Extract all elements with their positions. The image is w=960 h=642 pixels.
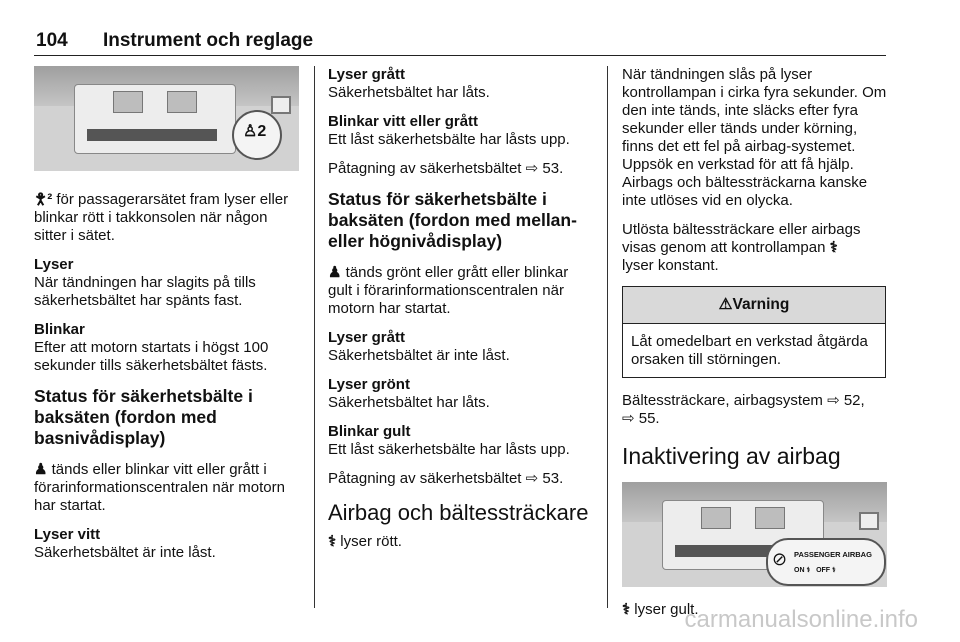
rear-seatbelt-icon: ♟ xyxy=(34,461,48,478)
cross-reference: Bältessträckare, airbagsystem ⇨ 52, ⇨ 55. xyxy=(622,392,865,427)
airbag-icon: ⚕ xyxy=(829,239,838,256)
lyser-gratt-item: Lyser grått Säkerhetsbältet har låts. xyxy=(328,66,490,101)
airbag-off-label: OFF xyxy=(816,567,831,574)
page-ref-arrow-icon: ⇨ xyxy=(827,392,844,409)
lyser-vitt-item: Lyser vitt Säkerhetsbältet är inte låst. xyxy=(34,526,216,561)
warning-box xyxy=(622,286,886,378)
page-ref-arrow-icon: ⇨ xyxy=(622,410,639,427)
cross-reference: Påtagning av säkerhetsbältet ⇨ 53. xyxy=(328,160,564,177)
blinkar-gult-item: Blinkar gult Ett låst säkerhetsbälte har låsts upp. xyxy=(328,423,570,458)
page-title: Instrument och reglage xyxy=(102,30,314,51)
paragraph: ♟ tänds eller blinkar vitt eller grått i förarinformationscentralen när motorn har startat. xyxy=(34,461,285,514)
blinkar-item: Blinkar Efter att motorn startats i högst 100 sekunder tills säkerhetsbältet fästs. xyxy=(34,321,269,374)
page-ref-link[interactable]: 55. xyxy=(638,410,660,427)
paragraph: Utlösta bältessträckare eller airbags visas genom att kontrollampan ⚕ lyser konstant. xyxy=(622,221,861,274)
lyser-gratt-item: Lyser grått Säkerhetsbältet är inte låst. xyxy=(328,329,510,364)
heading-mid-display: Status för säkerhetsbälte i baksäten (fordon med mellan- eller högnivådisplay) xyxy=(328,189,577,251)
warning-triangle-icon: ⚠ xyxy=(718,296,733,313)
paragraph: ⚕ lyser rött. xyxy=(328,533,402,550)
page-header xyxy=(36,30,313,52)
page-ref-link[interactable]: 52, xyxy=(843,392,865,409)
page-ref-link[interactable]: 53. xyxy=(542,470,564,487)
heading-airbag: Airbag och bältessträckare xyxy=(328,500,589,525)
blinkar-vitt-item: Blinkar vitt eller grått Ett låst säkerhetsbälte har låsts upp. xyxy=(328,113,570,148)
watermark: carmanualsonline.info xyxy=(684,606,918,633)
airbag-off-icon: ⚕ xyxy=(622,601,631,618)
column-3 xyxy=(622,66,888,630)
airbag-on-label: ON xyxy=(794,567,805,574)
callout-bubble: PASSENGER AIRBAG ⊘ ON ⚕ OFF ⚕ xyxy=(766,538,886,586)
heading-base-display: Status för säkerhetsbälte i baksäten (fordon med basnivådisplay) xyxy=(34,386,253,448)
header-rule xyxy=(34,55,886,56)
paragraph: ♟ tänds grönt eller grått eller blinkar gult i förarinformationscentralen när motorn har startat. xyxy=(328,264,569,317)
page-ref-link[interactable]: 53. xyxy=(542,160,564,177)
page-number: 104 xyxy=(36,30,68,51)
warning-title: Varning xyxy=(732,296,790,313)
callout-bubble xyxy=(232,110,282,160)
rear-seatbelt-icon: ♟ xyxy=(328,264,342,281)
warning-text: Låt omedelbart en verkstad åtgärda orsaken till störningen. xyxy=(631,333,868,368)
page-ref-arrow-icon: ⇨ xyxy=(525,160,543,177)
seatbelt-console-image xyxy=(34,66,299,171)
column-2 xyxy=(328,66,596,562)
callout-badge: 2 xyxy=(257,123,267,140)
column-divider-2 xyxy=(607,66,608,608)
cross-reference: Påtagning av säkerhetsbältet ⇨ 53. xyxy=(328,470,564,487)
passenger-airbag-image xyxy=(622,482,887,587)
column-1 xyxy=(34,66,302,573)
heading-inaktivering: Inaktivering av airbag xyxy=(622,443,841,469)
airbag-icon: ⚕ xyxy=(328,533,337,550)
lyser-gront-item: Lyser grönt Säkerhetsbältet har låts. xyxy=(328,376,490,411)
airbag-off-icon: ⊘ xyxy=(772,549,788,569)
lyser-item: Lyser När tändningen har slagits på tills säkerhetsbältet har spänts fast. xyxy=(34,256,256,309)
warning-header xyxy=(623,287,885,324)
column-divider-1 xyxy=(314,66,315,608)
seatbelt-reminder-icon: 🯆² xyxy=(34,191,53,208)
passenger-airbag-label: PASSENGER AIRBAG xyxy=(794,550,872,559)
paragraph: 🯆² för passagerarsätet fram lyser eller blinkar rött i takkonsolen när någon sitter i sätet. xyxy=(34,191,289,244)
page-ref-arrow-icon: ⇨ xyxy=(525,470,543,487)
seatbelt-icon: ♙ xyxy=(243,123,258,140)
paragraph: ⚕ lyser gult. xyxy=(622,601,699,618)
paragraph: När tändningen slås på lyser kontrollampan i cirka fyra sekunder. Om den inte tänds, inte släcks efter fyra sekunder eller tänds under körning, finns det ett fel på airbag-systemet. Uppsök en verkstad för att få hjälp. Airbags och bältessträckarna kanske inte utlöses vid en olycka. xyxy=(622,66,887,209)
